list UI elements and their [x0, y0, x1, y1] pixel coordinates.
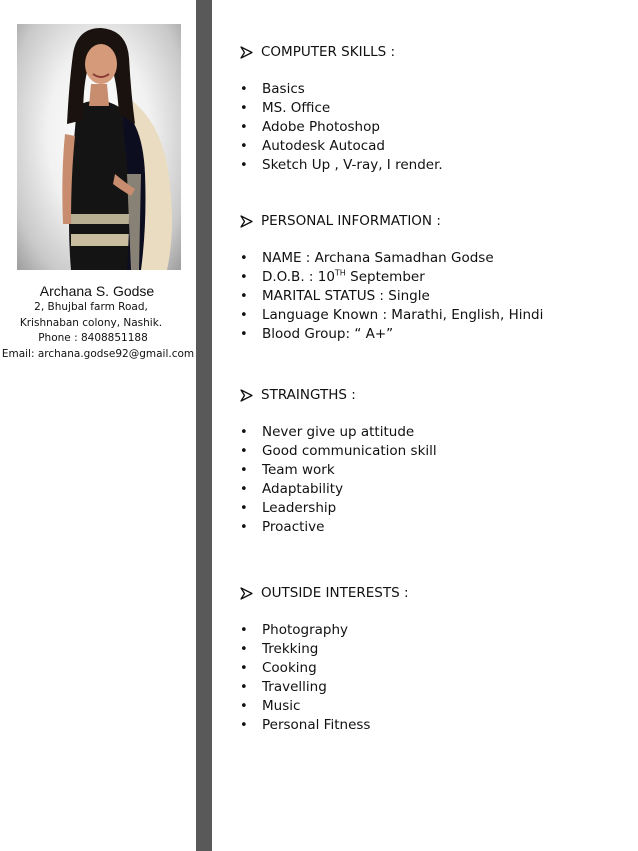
list-item: • Trekking [240, 640, 370, 659]
section-heading [240, 211, 630, 231]
bullet-icon: • [240, 270, 248, 286]
skills-list [240, 80, 443, 175]
bullet-icon: • [240, 501, 248, 517]
email-text: Email: archana.godse92@gmail.com [1, 347, 195, 360]
contact-block [0, 282, 196, 362]
profile-photo [17, 24, 181, 270]
left-panel [0, 0, 196, 851]
section-computer-skills [240, 42, 630, 174]
list-item: • NAME : Archana Samadhan Godse [240, 249, 543, 268]
list-item: • Autodesk Autocad [240, 137, 443, 156]
bullet-icon: • [240, 699, 248, 715]
heading-text: COMPUTER SKILLS : [261, 44, 396, 60]
bullet-icon: • [240, 623, 248, 638]
bullet-icon: • [240, 642, 248, 658]
dob-superscript: TH [334, 268, 346, 278]
list-item: • Adobe Photoshop [240, 118, 443, 137]
bullet-icon: • [240, 482, 248, 498]
list-item: • Proactive [240, 518, 437, 537]
list-item: • MARITAL STATUS : Single [240, 287, 543, 306]
section-heading [240, 385, 630, 405]
vertical-divider [196, 0, 212, 851]
list-item: • Leadership [240, 499, 437, 518]
list-item: • Travelling [240, 678, 370, 697]
bullet-icon: • [240, 425, 248, 440]
bullet-icon: • [240, 718, 248, 734]
list-item: • Adaptability [240, 480, 437, 499]
bullet-icon: • [240, 82, 248, 97]
arrow-bullet-icon [240, 46, 253, 59]
heading-text: OUTSIDE INTERESTS : [261, 585, 409, 601]
arrow-bullet-icon [240, 215, 253, 228]
bullet-icon: • [240, 444, 248, 460]
list-item: • Basics [240, 80, 443, 99]
section-strengths [240, 385, 630, 536]
arrow-bullet-icon [240, 587, 253, 600]
interests-list [240, 621, 370, 736]
bullet-icon: • [240, 289, 248, 305]
arrow-bullet-icon [240, 389, 253, 402]
section-outside-interests [240, 583, 630, 734]
list-item: • MS. Office [240, 99, 443, 118]
list-item: • Cooking [240, 659, 370, 678]
bullet-icon: • [240, 101, 248, 117]
section-heading [240, 42, 630, 62]
phone-text: Phone : 8408851188 [38, 332, 148, 344]
list-item: • D.O.B. : 10TH September [240, 268, 543, 287]
section-heading [240, 583, 630, 603]
bullet-icon: • [240, 120, 248, 136]
personal-info-list [240, 249, 543, 344]
list-item: • Personal Fitness [240, 716, 370, 735]
list-item: • Photography [240, 621, 370, 640]
heading-text: PERSONAL INFORMATION : [261, 213, 441, 229]
list-item: • Good communication skill [240, 442, 437, 461]
profile-name: Archana S. Godse [39, 283, 155, 299]
list-item: • Blood Group: “ A+” [240, 325, 543, 344]
address-line-1: 2, Bhujbal farm Road, [34, 301, 148, 313]
bullet-icon: • [240, 327, 248, 343]
list-item: • Never give up attitude [240, 423, 437, 442]
bullet-icon: • [240, 463, 248, 479]
bullet-icon: • [240, 680, 248, 696]
list-item: • Team work [240, 461, 437, 480]
bullet-icon: • [240, 139, 248, 155]
bullet-icon: • [240, 251, 248, 266]
address-line-2: Krishnaban colony, Nashik. [19, 316, 163, 329]
bullet-icon: • [240, 520, 248, 536]
list-item: • Language Known : Marathi, English, Hindi [240, 306, 543, 325]
list-item: • Music [240, 697, 370, 716]
strengths-list [240, 423, 437, 538]
bullet-icon: • [240, 158, 248, 174]
bullet-icon: • [240, 661, 248, 677]
heading-text: STRAINGTHS : [261, 387, 356, 403]
list-item: • Sketch Up , V-ray, I render. [240, 156, 443, 175]
bullet-icon: • [240, 308, 248, 324]
section-personal-information [240, 211, 630, 343]
